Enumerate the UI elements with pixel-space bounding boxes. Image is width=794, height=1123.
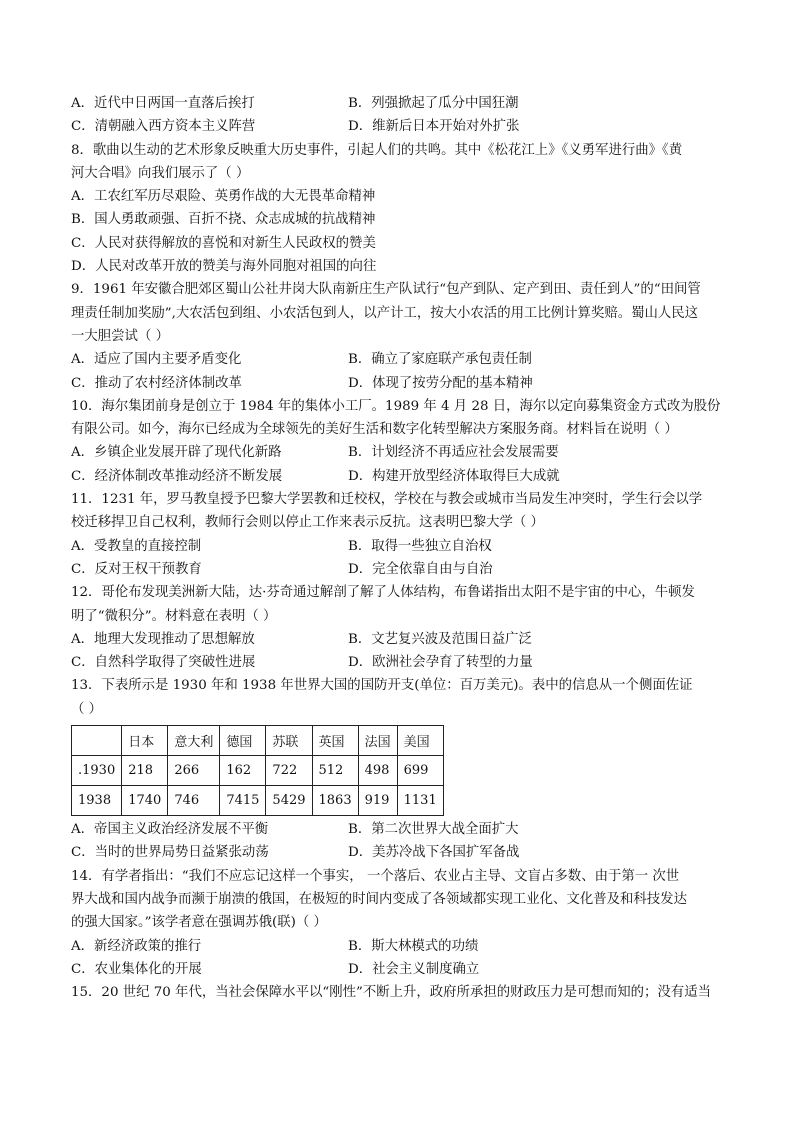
q14-stem-line-3: 的强大国家。”该学者意在强调苏俄(联)（ ）: [71, 915, 327, 931]
q14-options-row-1: [71, 935, 723, 958]
table-cell: 7415: [220, 786, 266, 816]
table-cell: 1938: [72, 786, 122, 816]
q13-options-row-1: [71, 818, 723, 841]
q14-option-d[interactable]: D．社会主义制度确立: [348, 961, 480, 977]
table-row: [72, 756, 444, 786]
q8-option-a[interactable]: A．工农红军历尽艰险、英勇作战的大无畏革命精神: [71, 189, 376, 205]
q9-option-b[interactable]: B．确立了家庭联产承包责任制: [348, 352, 532, 368]
q10-option-c[interactable]: C．经济体制改革推动经济不断发展: [71, 468, 283, 484]
q11-option-c[interactable]: C．反对王权干预教育: [71, 561, 202, 577]
q13-option-c[interactable]: C．当时的世界局势日益紧张动荡: [71, 845, 269, 861]
table-header-cell: [72, 726, 122, 756]
defense-spending-table: [71, 725, 444, 816]
q9-stem-line-2: 理责任制加奖励”,大农活包到组、小农活包到人，以产计工，按大小农活的用工比例计算奖赔。蜀山人民这: [71, 305, 699, 321]
table-header-cell: 意大利: [168, 726, 220, 756]
q7-option-b[interactable]: B．列强掀起了瓜分中国狂潮: [348, 96, 519, 111]
table-header-cell: 日本: [122, 726, 168, 756]
q10-option-a[interactable]: A．乡镇企业发展开辟了现代化新路: [71, 445, 282, 461]
table-header-row: [72, 726, 444, 756]
q12-options-row-1: [71, 628, 723, 651]
table-cell: .1930: [72, 756, 122, 786]
q7-options-row-1: [71, 92, 723, 115]
q8-option-b[interactable]: B．国人勇敢顽强、百折不挠、众志成城的抗战精神: [71, 212, 376, 228]
q7-options-row-2: [71, 115, 723, 138]
q13-stem-line-2: （ ）: [71, 701, 103, 717]
table-row: [72, 786, 444, 816]
q14-options-row-2: [71, 958, 723, 981]
q10-option-d[interactable]: D．构建开放型经济体取得巨大成就: [348, 468, 560, 484]
q12-stem-line-1: 12．哥伦布发现美洲新大陆，达·芬奇通过解剖了解了人体结构，布鲁诺指出太阳不是宇宙的中心，牛顿发: [71, 585, 695, 601]
q13-option-d[interactable]: D．美苏冷战下各国扩军备战: [348, 845, 520, 861]
q11-options-row-2: [71, 558, 723, 581]
q9-option-c[interactable]: C．推动了农村经济体制改革: [71, 375, 242, 391]
table-cell: 746: [168, 786, 220, 816]
q7-option-d[interactable]: D．维新后日本开始对外扩张: [348, 119, 520, 135]
table-cell: 498: [358, 756, 397, 786]
q9-options-row-2: [71, 372, 723, 395]
table-cell: 5429: [266, 786, 312, 816]
table-header-cell: 德国: [220, 726, 266, 756]
q9-option-d[interactable]: D．体现了按劳分配的基本精神: [348, 375, 533, 391]
table-cell: 699: [397, 756, 443, 786]
q11-option-b[interactable]: B．取得一些独立自治权: [348, 538, 492, 554]
q12-option-c[interactable]: C．自然科学取得了突破性进展: [71, 655, 256, 671]
table-cell: 218: [122, 756, 168, 786]
q12-option-d[interactable]: D．欧洲社会孕育了转型的力量: [348, 655, 533, 671]
q10-stem-line-1: 10．海尔集团前身是创立于 1984 年的集体小工厂。1989 年 4 月 28 日，海尔以定向募集资金方式改为股份: [71, 398, 721, 414]
exam-page: [71, 92, 723, 1004]
q9-stem-line-3: 一大胆尝试（ ）: [71, 328, 169, 344]
q11-options-row-1: [71, 535, 723, 558]
table-header-cell: 苏联: [266, 726, 312, 756]
q11-option-d[interactable]: D．完全依靠自由与自治: [348, 561, 493, 577]
table-cell: 266: [168, 756, 220, 786]
table-header-cell: 英国: [312, 726, 358, 756]
table-cell: 512: [312, 756, 358, 786]
q14-option-b[interactable]: B．斯大林模式的功绩: [348, 938, 479, 954]
table-cell: 919: [358, 786, 397, 816]
q11-stem-line-2: 校迁移捍卫自己权利，教师行会则以停止工作来表示反抗。这表明巴黎大学（ ）: [71, 515, 544, 531]
table-cell: 1863: [312, 786, 358, 816]
table-cell: 162: [220, 756, 266, 786]
q9-options-row-1: [71, 348, 723, 371]
q9-stem-line-1: 9．1961 年安徽合肥郊区蜀山公社井岗大队南新庄生产队试行“包产到队、定产到田、责任到人”的“田间管: [71, 282, 701, 298]
q8-stem-line-2: 河大合唱》向我们展示了（ ）: [71, 165, 250, 181]
q10-options-row-2: [71, 465, 723, 488]
q8-stem-line-1: 8．歌曲以生动的艺术形象反映重大历史事件，引起人们的共鸣。其中《松花江上》《义勇军进行曲》《黄: [71, 142, 683, 158]
q8-option-d[interactable]: D．人民对改革开放的赞美与海外同胞对祖国的向往: [71, 259, 377, 275]
q14-option-a[interactable]: A．新经济政策的推行: [71, 938, 202, 954]
table-cell: 1131: [397, 786, 443, 816]
q13-option-b[interactable]: B．第二次世界大战全面扩大: [348, 822, 519, 838]
q14-option-c[interactable]: C．农业集体化的开展: [71, 961, 202, 977]
table-cell: 722: [266, 756, 312, 786]
q8-option-c[interactable]: C．人民对获得解放的喜悦和对新生人民政权的赞美: [71, 235, 376, 251]
q11-stem-line-1: 11．1231 年，罗马教皇授予巴黎大学罢教和迁校权，学校在与教会或城市当局发生冲突时，学生行会以学: [71, 492, 703, 508]
q14-stem-line-1: 14．有学者指出：“我们不应忘记这样一个事实， 一个落后、农业占主导、文盲占多数、由于第一 次世: [71, 868, 680, 884]
table-header-cell: 美国: [397, 726, 443, 756]
q13-option-a[interactable]: A．帝国主义政治经济发展不平衡: [71, 822, 269, 838]
q13-options-row-2: [71, 841, 723, 864]
q10-options-row-1: [71, 441, 723, 464]
q12-stem-line-2: 明了“微积分”。材料意在表明（ ）: [71, 608, 277, 624]
q10-stem-line-2: 有限公司。如今，海尔已经成为全球领先的美好生活和数字化转型解决方案服务商。材料旨在说明（ ）: [71, 422, 678, 438]
q7-option-a[interactable]: A．近代中日两国一直落后挨打: [71, 96, 255, 111]
q7-option-c[interactable]: C．清朝融入西方资本主义阵营: [71, 119, 256, 135]
q12-option-a[interactable]: A．地理大发现推动了思想解放: [71, 631, 255, 647]
q13-stem-line-1: 13．下表所示是 1930 年和 1938 年世界大国的国防开支(单位：百万美元)。表中的信息从一个侧面佐证: [71, 678, 693, 694]
q10-option-b[interactable]: B．计划经济不再适应社会发展需要: [348, 445, 559, 461]
q9-option-a[interactable]: A．适应了国内主要矛盾变化: [71, 352, 242, 368]
q12-option-b[interactable]: B．文艺复兴波及范围日益广泛: [348, 631, 532, 647]
table-cell: 1740: [122, 786, 168, 816]
q12-options-row-2: [71, 651, 723, 674]
q11-option-a[interactable]: A．受教皇的直接控制: [71, 538, 202, 554]
table-header-cell: 法国: [358, 726, 397, 756]
q15-stem-line-1: 15．20 世纪 70 年代，当社会保障水平以“刚性”不断上升，政府所承担的财政压力是可想而知的；没有适当: [71, 985, 711, 1001]
q14-stem-line-2: 界大战和国内战争而濒于崩溃的俄国，在极短的时间内变成了各领域都实现工业化、文化普及和科技发达: [71, 891, 687, 907]
